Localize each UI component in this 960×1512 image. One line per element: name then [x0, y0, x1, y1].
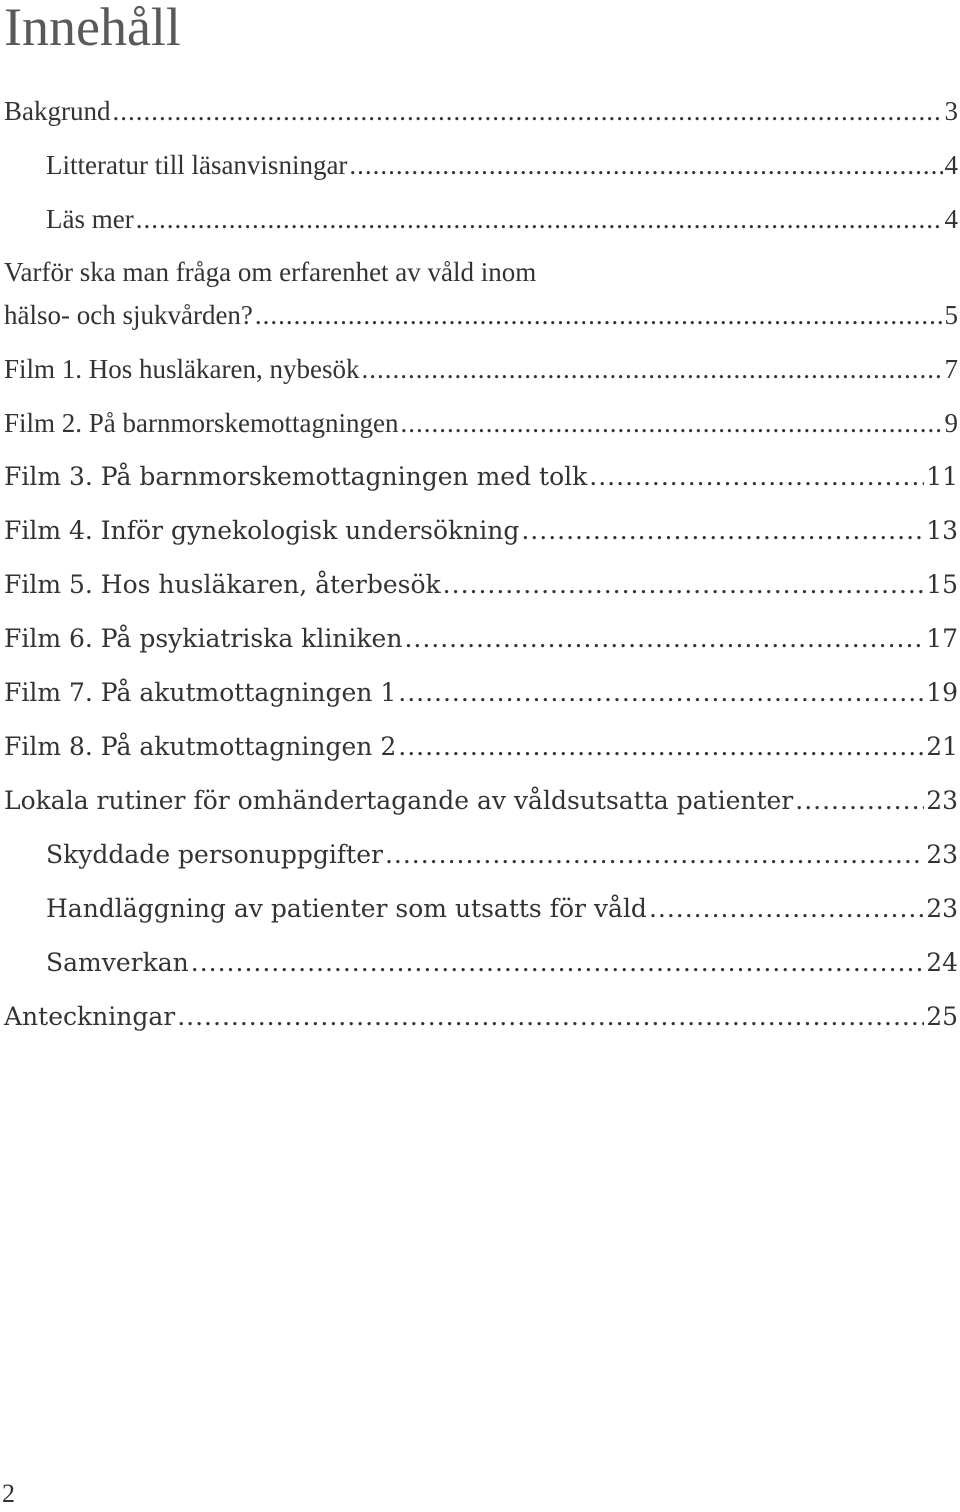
toc-entry-litteratur[interactable]: [46, 138, 960, 192]
toc-entry-page: 3: [944, 96, 958, 126]
dot-leader: [443, 558, 925, 612]
dot-leader: [398, 720, 924, 774]
toc-entry-page: 4: [944, 204, 958, 234]
toc-entry-title: Film 5. Hos husläkaren, återbesök: [4, 570, 441, 599]
toc-entry-title: Litteratur till läsanvisningar: [46, 150, 348, 180]
dot-leader: [361, 342, 942, 396]
dot-leader: [589, 450, 924, 504]
page-title: Innehåll: [4, 0, 181, 57]
dot-leader: [191, 936, 924, 990]
toc-entry-page: 23: [926, 786, 958, 815]
toc-entry-skyddade[interactable]: [46, 828, 960, 882]
toc-entry-title: hälso- och sjukvården?: [4, 300, 253, 330]
toc-entry-film-7[interactable]: [4, 666, 960, 720]
toc-entry-title: Bakgrund: [4, 96, 111, 126]
toc-entry-page: 4: [944, 150, 958, 180]
toc-entry-title: Film 7. På akutmottagningen 1: [4, 678, 397, 707]
toc-entry-title: Film 6. På psykiatriska kliniken: [4, 624, 403, 653]
toc-entry-title: Film 2. På barnmorskemottagningen: [4, 408, 399, 438]
dot-leader: [795, 774, 924, 828]
toc-entry-samverkan[interactable]: [46, 936, 960, 990]
dot-leader: [404, 612, 924, 666]
toc-entry-page: 23: [926, 840, 958, 869]
toc-entry-page: 25: [926, 1002, 958, 1031]
toc-entry-film-4[interactable]: [4, 504, 960, 558]
toc-entry-title: Handläggning av patienter som utsatts för våld: [46, 894, 647, 923]
dot-leader: [255, 288, 943, 342]
toc-entry-varfor[interactable]: [4, 288, 960, 342]
toc-entry-title: Samverkan: [46, 948, 189, 977]
page-number: 2: [2, 1479, 15, 1508]
dot-leader: [177, 990, 924, 1044]
toc-entry-film-5[interactable]: [4, 558, 960, 612]
dot-leader: [649, 882, 924, 936]
dot-leader: [400, 396, 942, 450]
toc-entry-film-1[interactable]: [4, 342, 960, 396]
toc-entry-title: Film 4. Inför gynekologisk undersökning: [4, 516, 520, 545]
toc-entry-page: 7: [944, 354, 958, 384]
toc-entry-title: Film 1. Hos husläkaren, nybesök: [4, 354, 360, 384]
toc-entry-title: Läs mer: [46, 204, 134, 234]
toc-entry-page: 17: [926, 624, 958, 653]
dot-leader: [112, 84, 942, 138]
toc-entry-film-2[interactable]: [4, 396, 960, 450]
dot-leader: [521, 504, 924, 558]
toc-entry-page: 19: [926, 678, 958, 707]
toc-entry-film-8[interactable]: [4, 720, 960, 774]
toc-entry-page: 23: [926, 894, 958, 923]
toc-entry-page: 13: [926, 516, 958, 545]
dot-leader: [385, 828, 924, 882]
toc-entry-page: 5: [944, 300, 958, 330]
toc-entry-page: 24: [926, 948, 958, 977]
toc-entry-varfor-line1[interactable]: Varför ska man fråga om erfarenhet av våld inom: [4, 257, 537, 287]
toc-entry-title: Anteckningar: [4, 1002, 176, 1031]
toc-entry-handlaggning[interactable]: [46, 882, 960, 936]
dot-leader: [398, 666, 924, 720]
dot-leader: [349, 138, 942, 192]
toc-entry-title: Skyddade personuppgifter: [46, 840, 383, 869]
toc-entry-title: Film 3. På barnmorskemottagningen med tolk: [4, 462, 588, 491]
toc-entry-page: 21: [926, 732, 958, 761]
toc-entry-page: 15: [926, 570, 958, 599]
toc-entry-page: 9: [944, 408, 958, 438]
toc-entry-las-mer[interactable]: [46, 192, 960, 246]
toc-entry-anteckningar[interactable]: [4, 990, 960, 1044]
toc-entry-film-6[interactable]: [4, 612, 960, 666]
toc-entry-page: 11: [926, 462, 958, 491]
toc-entry-title: Lokala rutiner för omhändertagande av våldsutsatta patienter: [4, 786, 794, 815]
toc-entry-lokala-rutiner[interactable]: [4, 774, 960, 828]
toc-entry-bakgrund[interactable]: [4, 84, 960, 138]
dot-leader: [136, 192, 943, 246]
toc-entry-title: Film 8. På akutmottagningen 2: [4, 732, 397, 761]
toc-entry-film-3[interactable]: [4, 450, 960, 504]
